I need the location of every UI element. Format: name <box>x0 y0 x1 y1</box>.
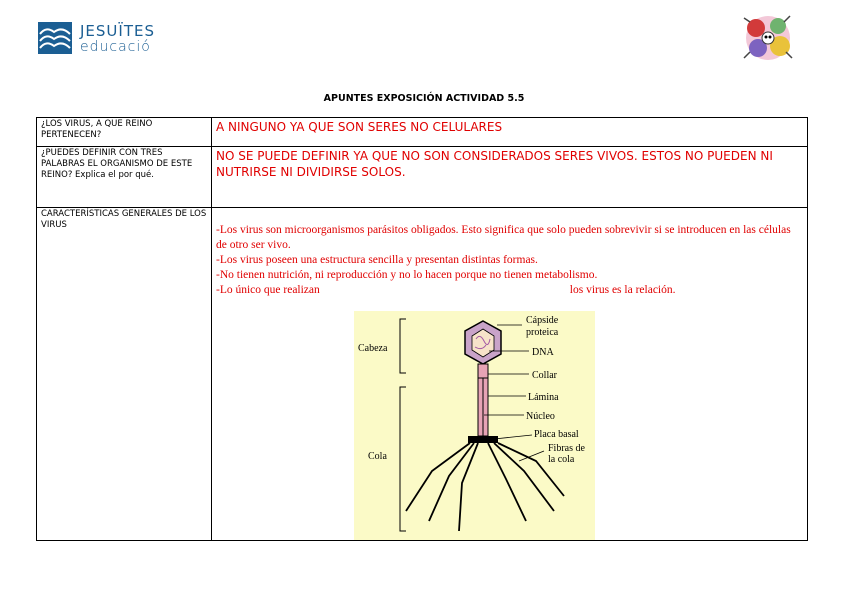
brand-subtitle: educació <box>80 39 151 55</box>
label-cabeza: Cabeza <box>358 343 388 354</box>
label-fibras-1: Fibras de <box>548 443 585 454</box>
base-plate <box>468 436 498 443</box>
last-line-end: los virus es la relación. <box>569 284 676 296</box>
label-dna: DNA <box>532 347 554 358</box>
last-line-start: -Lo único que realizan <box>216 284 320 296</box>
paragraph: -Los virus son microorganismos parásitos obligados. Esto significa que solo pueden sobrevivir si se introducen en las células de otro ser vivo. <box>216 224 791 251</box>
paragraph: -Los virus poseen una estructura sencilla y presentan distintas formas. <box>216 254 538 266</box>
table-row <box>37 118 808 147</box>
bacteriophage-diagram <box>354 311 595 540</box>
label-proteica: proteica <box>526 327 559 338</box>
waves-logo-icon <box>38 22 72 54</box>
question-cell: ¿PUEDES DEFINIR CON TRES PALABRAS EL ORGANISMO DE ESTE REINO? Explica el por qué. <box>37 147 212 208</box>
answer-cell: NO SE PUEDE DEFINIR YA QUE NO SON CONSIDERADOS SERES VIVOS. ESTOS NO PUEDEN NI NUTRIRSE NI DIVIDIRSE SOLOS. <box>212 147 808 208</box>
table-row <box>37 147 808 208</box>
label-cola: Cola <box>368 451 387 462</box>
jesuites-logo <box>38 22 188 62</box>
label-placa: Placa basal <box>534 429 579 440</box>
question-cell: CARACTERÍSTICAS GENERALES DE LOS VIRUS <box>37 208 212 541</box>
virus-cartoon-icon <box>738 8 798 66</box>
paragraph: -No tienen nutrición, ni reproducción y no lo hacen porque no tienen metabolismo. <box>216 269 598 281</box>
label-nucleo: Núcleo <box>526 411 555 422</box>
label-lamina: Lámina <box>528 392 559 403</box>
label-collar: Collar <box>532 370 557 381</box>
characteristics-text <box>216 223 803 298</box>
brand-name: JESUÏTES <box>80 22 155 40</box>
paragraph-last <box>216 283 803 298</box>
question-cell: ¿LOS VIRUS, A QUE REINO PERTENECEN? <box>37 118 212 147</box>
page-title: APUNTES EXPOSICIÓN ACTIVIDAD 5.5 <box>323 93 525 104</box>
label-capside: Cápside <box>526 315 559 326</box>
answer-cell: A NINGUNO YA QUE SON SERES NO CELULARES <box>212 118 808 147</box>
label-fibras-2: la cola <box>548 454 575 465</box>
